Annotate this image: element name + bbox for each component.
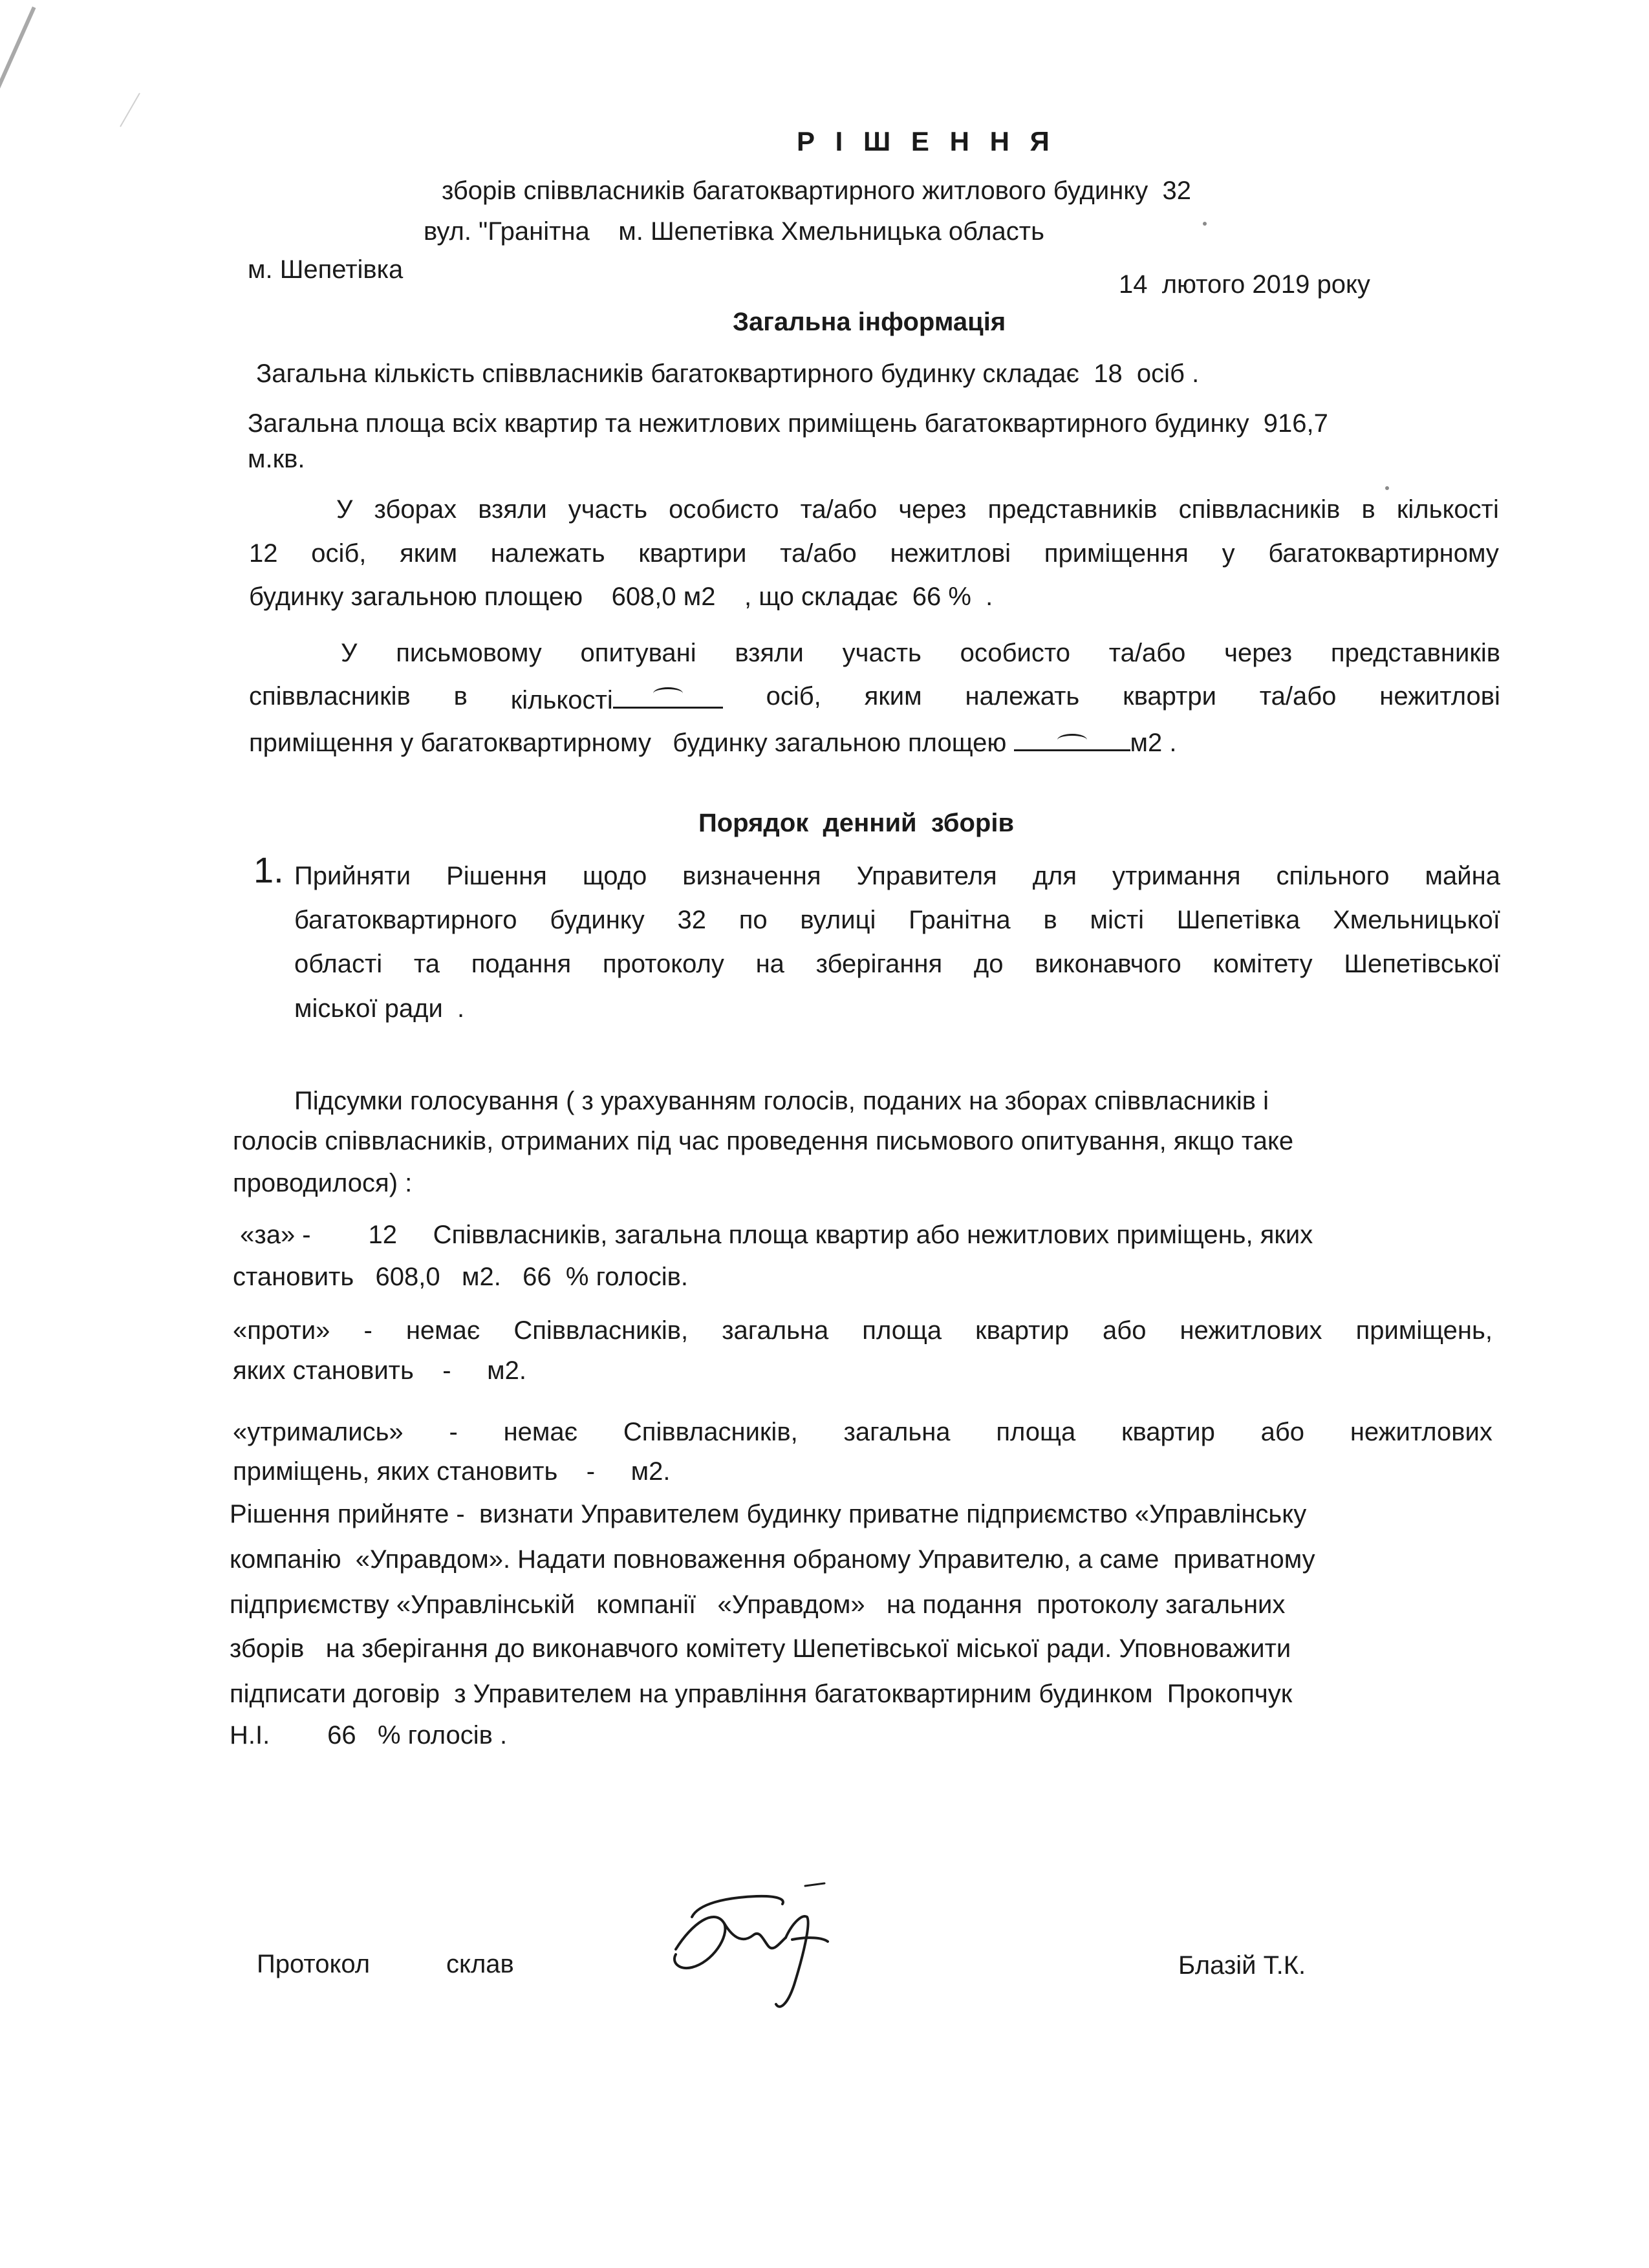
- scan-artifact-mark: [120, 93, 140, 127]
- decision-line1: Рішення прийняте - визнати Управителем будинку приватне підприємство «Управлінську: [230, 1500, 1307, 1528]
- scan-artifact-line: [0, 6, 36, 315]
- participation-line2: 12 осіб, яким належать квартири та/або нежитлові приміщення у багатоквартирному: [249, 539, 1499, 568]
- agenda-heading: Порядок денний зборів: [698, 809, 1015, 837]
- general-info-total-area: Загальна площа всіх квартир та нежитлових приміщень багатоквартирного будинку 916,7: [248, 409, 1328, 438]
- vote-against-line1: «проти» - немає Співвласників, загальна площа квартир або нежитлових приміщень,: [233, 1316, 1493, 1345]
- vote-for-line2: становить 608,0 м2. 66 % голосів.: [233, 1263, 688, 1291]
- general-info-area-unit: м.кв.: [248, 445, 305, 473]
- survey-line2: співвласників в кількості осіб, яким належать квартри та/або нежитлові: [249, 682, 1500, 714]
- survey-line1: У письмовому опитувані взяли участь особисто та/або через представників: [341, 639, 1500, 667]
- decision-line6: Н.І. 66 % голосів .: [230, 1721, 508, 1749]
- scan-speck: [1203, 222, 1207, 226]
- document-title: Р І Ш Е Н Н Я: [797, 126, 1056, 156]
- signature-label-protocol: Протокол: [257, 1950, 371, 1978]
- vote-for-line1: «за» - 12 Співвласників, загальна площа квартир або нежитлових приміщень, яких: [233, 1221, 1313, 1249]
- agenda-item-line4: міської ради .: [294, 994, 465, 1023]
- agenda-item-line3: області та подання протоколу на зберігання до виконавчого комітету Шепетівської: [294, 950, 1500, 978]
- document-subtitle-line1: зборів співвласників багатоквартирного житлового будинку 32: [442, 177, 1191, 205]
- survey-owners-blank: [613, 683, 723, 709]
- decision-line4: зборів на зберігання до виконавчого комітету Шепетівської міської ради. Уповноважити: [230, 1634, 1291, 1663]
- general-info-owners-count: Загальна кількість співвласників багатоквартирного будинку складає 18 осіб .: [249, 359, 1200, 388]
- survey-line3: приміщення у багатоквартирному будинку загальною площею м2 .: [249, 726, 1177, 756]
- participation-line1: У зборах взяли участь особисто та/або через представників співвласників в кількості: [336, 495, 1499, 524]
- signature-name: Блазій Т.К.: [1178, 1951, 1306, 1980]
- voting-intro-line1: Підсумки голосування ( з урахуванням голосів, поданих на зборах співвласників і: [294, 1087, 1269, 1115]
- document-city: м. Шепетівка: [248, 255, 404, 284]
- general-info-heading: Загальна інформація: [733, 308, 1006, 336]
- agenda-item-line1: Прийняти Рішення щодо визначення Управителя для утримання спільного майна: [294, 862, 1500, 890]
- handwritten-signature: [653, 1878, 847, 2020]
- voting-intro-line2: голосів співвласників, отриманих під час проведення письмового опитування, якщо таке: [233, 1127, 1294, 1155]
- vote-abstain-line2: приміщень, яких становить - м2.: [233, 1457, 671, 1486]
- agenda-item-line2: багатоквартирного будинку 32 по вулиці Гранітна в місті Шепетівка Хмельницької: [294, 906, 1500, 934]
- decision-line2: компанію «Управдом». Надати повноваження обраному Управителю, а саме приватному: [230, 1545, 1315, 1574]
- decision-line5: підписати договір з Управителем на управління багатоквартирним будинком Прокопчук: [230, 1680, 1293, 1708]
- vote-abstain-line1: «утримались» - немає Співвласників, загальна площа квартир або нежитлових: [233, 1418, 1493, 1446]
- participation-line3: будинку загальною площею 608,0 м2 , що складає 66 % .: [249, 583, 993, 611]
- document-subtitle-line2: вул. "Гранітна м. Шепетівка Хмельницька область: [424, 217, 1044, 246]
- decision-line3: підприємству «Управлінській компанії «Управдом» на подання протоколу загальних: [230, 1590, 1286, 1619]
- survey-area-blank: [1014, 726, 1130, 751]
- scan-speck: [1385, 486, 1389, 490]
- vote-against-line2: яких становить - м2.: [233, 1356, 527, 1385]
- document-date: 14 лютого 2019 року: [1119, 270, 1370, 299]
- signature-label-composed: склав: [446, 1950, 514, 1978]
- voting-intro-line3: проводилося) :: [233, 1169, 413, 1197]
- agenda-item-number: 1.: [253, 850, 284, 890]
